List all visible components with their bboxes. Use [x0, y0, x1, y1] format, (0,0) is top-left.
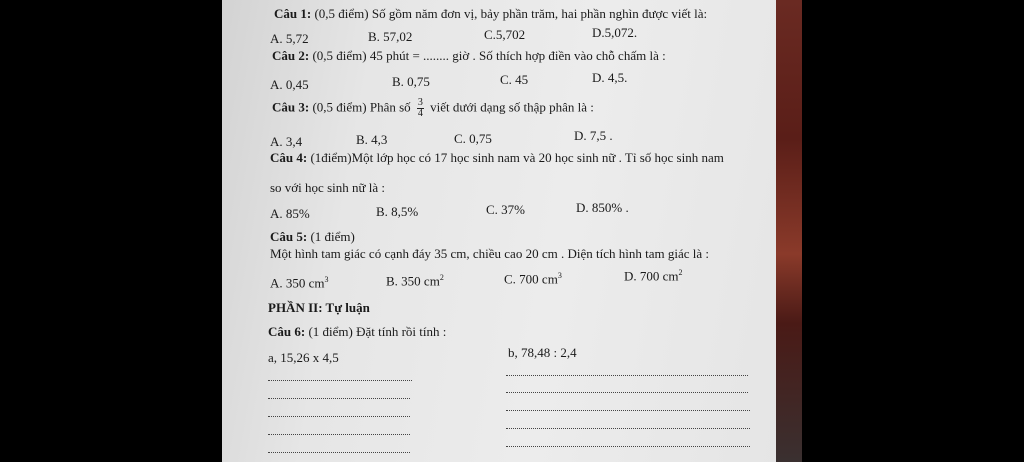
answer-line-a-2	[268, 398, 410, 399]
q5-option-d-exponent: 2	[678, 268, 683, 277]
question-2-label: Câu 2:	[272, 48, 310, 63]
fraction-denominator: 4	[417, 108, 423, 119]
q5-option-c	[504, 271, 562, 287]
photo	[222, 0, 802, 462]
answer-line-b-1	[506, 375, 748, 376]
question-3-text-before: (0,5 điểm) Phân số	[312, 99, 411, 115]
answer-line-a-1	[268, 380, 412, 381]
question-2	[272, 48, 666, 64]
q3-option-a: A. 3,4	[270, 134, 303, 149]
q5-option-c-text: C. 700 cm	[504, 271, 558, 287]
answer-line-b-5	[506, 446, 750, 447]
q1-option-c: C.5,702	[484, 27, 526, 42]
part-2-heading: PHẦN II: Tự luận	[268, 300, 370, 315]
question-4	[270, 150, 724, 166]
question-4-text: (1điểm)Một lớp học có 17 học sinh nam và 20 học sinh nữ . Tỉ số học sinh nam	[310, 150, 724, 165]
question-3-text-after: viết dưới dạng số thập phân là :	[430, 99, 594, 115]
question-1-label: Câu 1:	[274, 6, 312, 21]
question-1-text: (0,5 điểm) Số gồm năm đơn vị, bảy phần trăm, hai phần nghìn được viết là:	[314, 6, 708, 21]
q5-option-b-text: B. 350 cm	[386, 273, 440, 289]
question-4-label: Câu 4:	[270, 150, 308, 165]
q2-option-a: A. 0,45	[270, 77, 309, 92]
question-3	[272, 98, 594, 119]
q5-option-d	[624, 268, 683, 284]
q5-option-a-exponent: 3	[324, 275, 329, 284]
q5-option-b	[386, 273, 444, 289]
question-6	[268, 324, 446, 340]
answer-line-a-3	[268, 416, 410, 417]
q5-option-a	[270, 275, 329, 291]
answer-line-b-2	[506, 392, 748, 393]
answer-line-a-5	[268, 452, 410, 453]
q1-option-b: B. 57,02	[368, 29, 413, 44]
question-6-part-b: b, 78,48 : 2,4	[508, 345, 577, 360]
question-6-label: Câu 6:	[268, 324, 306, 339]
q5-option-c-exponent: 3	[557, 271, 562, 280]
question-5-label: Câu 5:	[270, 229, 308, 244]
answer-line-b-4	[506, 428, 750, 429]
background-surface	[776, 0, 802, 462]
q4-option-d: D. 850% .	[576, 200, 629, 215]
question-5-text: (1 điểm)	[310, 229, 355, 244]
fraction	[417, 98, 424, 119]
q1-option-d: D.5,072.	[592, 25, 638, 40]
question-6-text: (1 điểm) Đặt tính rồi tính :	[308, 324, 447, 339]
q5-option-d-text: D. 700 cm	[624, 268, 679, 284]
q2-option-b: B. 0,75	[392, 74, 430, 89]
q4-option-c: C. 37%	[486, 202, 525, 217]
answer-line-a-4	[268, 434, 410, 435]
q3-option-d: D. 7,5 .	[574, 128, 613, 143]
question-5	[270, 229, 355, 245]
question-4-text-line2: so với học sinh nữ là :	[270, 180, 386, 195]
question-3-label: Câu 3:	[272, 99, 310, 115]
q5-option-a-text: A. 350 cm	[270, 275, 325, 291]
answer-line-b-3	[506, 410, 750, 411]
q4-option-a: A. 85%	[270, 206, 310, 221]
question-1	[274, 6, 707, 22]
q4-option-b: B. 8,5%	[376, 204, 419, 219]
q3-option-c: C. 0,75	[454, 131, 492, 146]
q2-option-d: D. 4,5.	[592, 70, 628, 85]
q5-option-b-exponent: 2	[439, 273, 444, 282]
question-5-text-line2: Một hình tam giác có cạnh đáy 35 cm, chiều cao 20 cm . Diện tích hình tam giác là :	[270, 246, 709, 261]
q1-option-a: A. 5,72	[270, 31, 309, 46]
worksheet-paper	[222, 0, 780, 462]
q3-option-b: B. 4,3	[356, 132, 388, 147]
q2-option-c: C. 45	[500, 72, 529, 87]
question-2-text: (0,5 điểm) 45 phút = ........ giờ . Số thích hợp điền vào chỗ chấm là :	[312, 48, 666, 63]
fraction-numerator: 3	[417, 97, 423, 108]
question-6-part-a: a, 15,26 x 4,5	[268, 350, 339, 365]
